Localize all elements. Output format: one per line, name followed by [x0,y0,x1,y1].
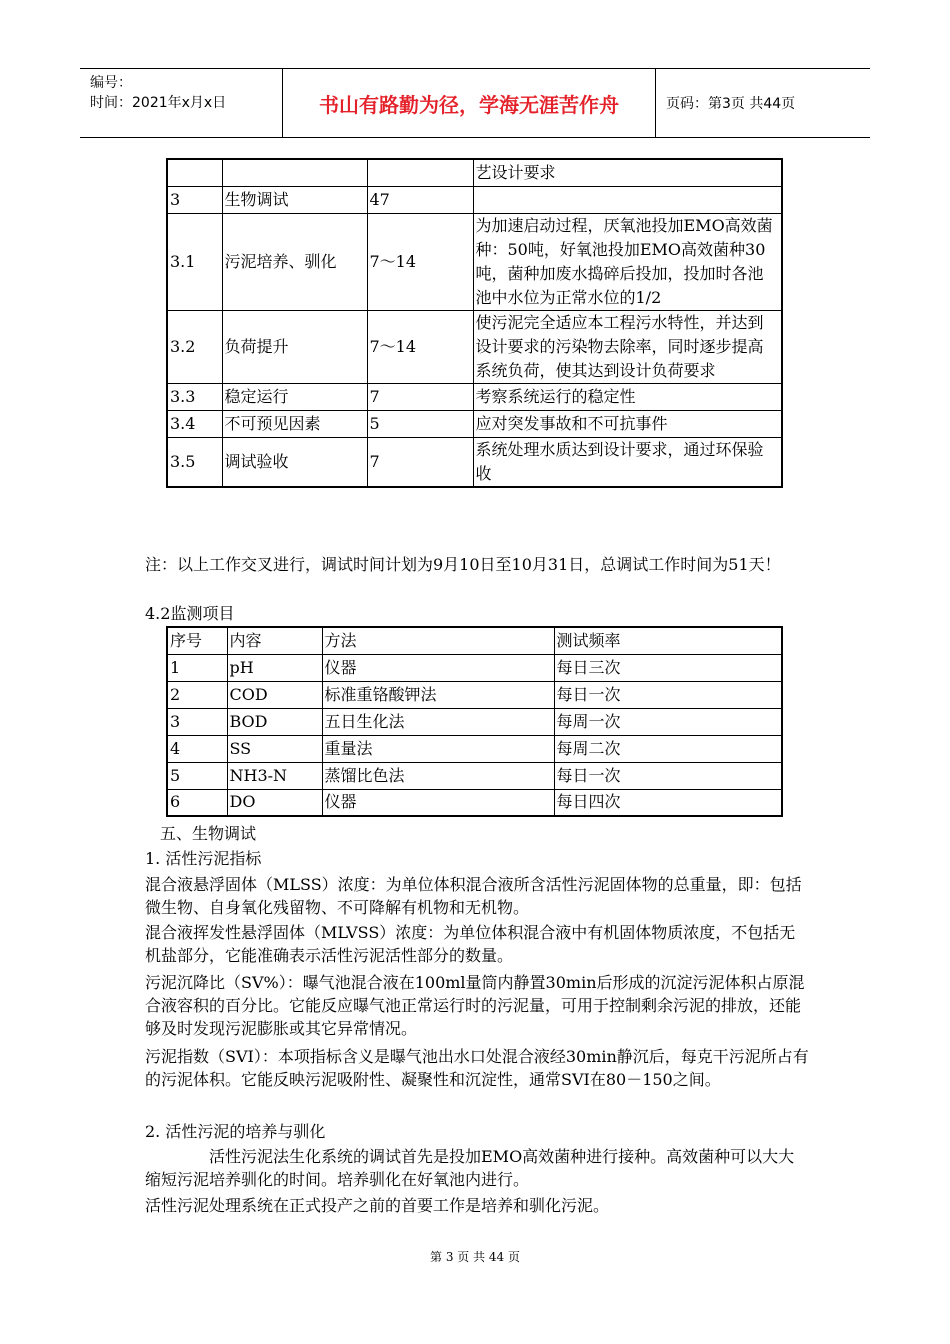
cell: 每日一次 [554,681,782,708]
table-header-row [167,627,782,654]
cell: 3.4 [167,410,222,437]
table-row [167,681,782,708]
header-cell: 测试频率 [554,627,782,654]
cell: 调试验收 [222,437,367,487]
cell: 蒸馏比色法 [322,762,554,789]
cell: 2 [167,681,227,708]
header-meta [80,69,283,137]
cell: NH3-N [227,762,322,789]
schedule-table [166,158,783,488]
cell: 应对突发事故和不可抗事件 [473,410,782,437]
cell: pH [227,654,322,681]
monitoring-table [166,626,783,817]
cell: 仪器 [322,789,554,816]
cell: 5 [167,762,227,789]
number-label: 编号： [90,75,132,91]
cell: 标准重铬酸钾法 [322,681,554,708]
subsection-1-title: 1. 活性污泥指标 [145,849,262,868]
cell: 为加速启动过程，厌氧池投加EMO高效菌种：50吨，好氧池投加EMO高效菌种30吨，菌种加废水捣碎后投加，投加时各池池中水位为正常水位的1/2 [473,213,782,310]
paragraph-mlvss: 混合液挥发性悬浮固体（MLVSS）浓度：为单位体积混合液中有机固体物质浓度，不包括无机盐部分，它能准确表示活性污泥活性部分的数量。 [145,923,796,965]
cell: 3 [167,186,222,213]
cell: 污泥培养、驯化 [222,213,367,310]
time-label: 时间：2021年x月x日 [90,95,227,111]
cell: SS [227,735,322,762]
cell: 7 [367,383,473,410]
cell: 仪器 [322,654,554,681]
table-row [167,789,782,816]
cell: 生物调试 [222,186,367,213]
cell [222,159,367,186]
cell: 不可预见因素 [222,410,367,437]
header-cell: 内容 [227,627,322,654]
table-row [167,735,782,762]
cell: 3.3 [167,383,222,410]
table-row [167,213,782,310]
cell: 稳定运行 [222,383,367,410]
cell: 重量法 [322,735,554,762]
table-row [167,383,782,410]
cell: 7～14 [367,213,473,310]
cell: 五日生化法 [322,708,554,735]
table-row [167,654,782,681]
cell: DO [227,789,322,816]
cell: 考察系统运行的稳定性 [473,383,782,410]
cell: 艺设计要求 [473,159,782,186]
paragraph-sv: 污泥沉降比（SV%）：曝气池混合液在100ml量筒内静置30min后形成的沉淀污泥体积占原混合液容积的百分比。它能反应曝气池正常运行时的污泥量，可用于控制剩余污泥的排放，还能够及时发现污泥膨胀或其它异常情况。 [145,973,805,1038]
cell: COD [227,681,322,708]
cell: 系统处理水质达到设计要求，通过环保验收 [473,437,782,487]
table-row [167,762,782,789]
cell: 1 [167,654,227,681]
cell: 47 [367,186,473,213]
cell: 4 [167,735,227,762]
cell: BOD [227,708,322,735]
header-cell: 序号 [167,627,227,654]
table-row [167,186,782,213]
cell: 每周一次 [554,708,782,735]
motto: 书山有路勤为径，学海无涯苦作舟 [283,69,656,137]
paragraph-mlss: 混合液悬浮固体（MLSS）浓度：为单位体积混合液所含活性污泥固体物的总重量，即：包括微生物、自身氧化残留物、不可降解有机物和无机物。 [145,875,802,917]
cell: 负荷提升 [222,310,367,383]
schedule-note: 注：以上工作交叉进行，调试时间计划为9月10日至10月31日，总调试工作时间为51天！ [145,555,781,574]
page-footer: 第 3 页 共 44 页 [430,1250,520,1264]
cell: 使污泥完全适应本工程污水特性，并达到设计要求的污染物去除率，同时逐步提高系统负荷，使其达到设计负荷要求 [473,310,782,383]
cell: 3 [167,708,227,735]
cell: 7～14 [367,310,473,383]
table-row [167,310,782,383]
paragraph-training-2: 活性污泥处理系统在正式投产之前的首要工作是培养和驯化污泥。 [145,1196,610,1215]
cell: 每日一次 [554,762,782,789]
cell: 3.2 [167,310,222,383]
paragraph-svi: 污泥指数（SVI）：本项指标含义是曝气池出水口处混合液经30min静沉后，每克干污泥所占有的污泥体积。它能反映污泥吸附性、凝聚性和沉淀性，通常SVI在80－150之间。 [145,1047,809,1089]
paragraph-training-1: 活性污泥法生化系统的调试首先是投加EMO高效菌种进行接种。高效菌种可以大大缩短污泥培养驯化的时间。培养驯化在好氧池内进行。 [145,1147,795,1189]
cell: 3.1 [167,213,222,310]
table-row [167,437,782,487]
cell: 每周二次 [554,735,782,762]
cell [367,159,473,186]
cell: 每日三次 [554,654,782,681]
cell: 5 [367,410,473,437]
header-cell: 方法 [322,627,554,654]
table-row [167,159,782,186]
table-row [167,410,782,437]
cell: 3.5 [167,437,222,487]
cell: 7 [367,437,473,487]
section-5-title: 五、生物调试 [160,824,257,843]
cell [473,186,782,213]
cell: 6 [167,789,227,816]
page-label: 页码：第3页 共44页 [666,96,796,112]
cell [167,159,222,186]
section-4-2-title: 4.2监测项目 [145,604,235,623]
page-header [80,68,870,138]
cell: 每日四次 [554,789,782,816]
subsection-2-title: 2. 活性污泥的培养与驯化 [145,1122,326,1141]
table-row [167,708,782,735]
